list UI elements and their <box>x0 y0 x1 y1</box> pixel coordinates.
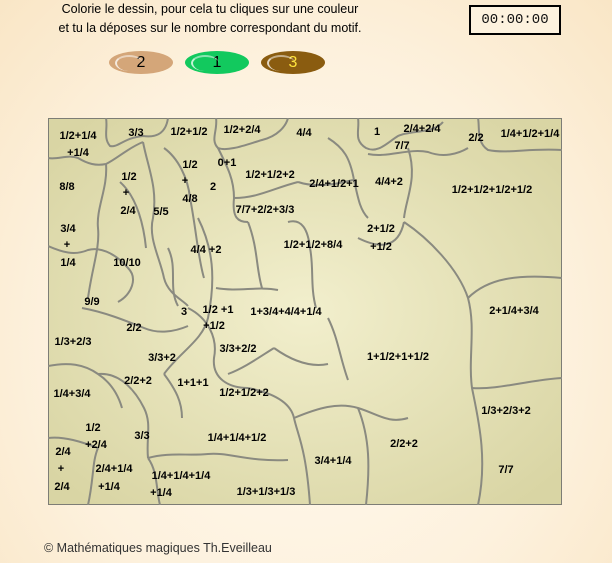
region-label: 4/4 +2 <box>190 244 222 256</box>
region-label: 2/2+2 <box>390 438 418 450</box>
region-label: 1/4+1/4+1/4 <box>151 470 211 482</box>
region-label: + <box>57 463 65 475</box>
region-label: 1/2+1/2+2 <box>245 169 295 181</box>
region-label: 7/7+2/2+3/3 <box>235 204 295 216</box>
region-label: +1/2 <box>370 241 392 253</box>
region-label: 1/3+1/3+1/3 <box>236 486 296 498</box>
region-label: 1/4+3/4 <box>53 388 91 400</box>
copyright-footer: © Mathématiques magiques Th.Eveilleau <box>44 541 272 555</box>
color-swatch-3[interactable] <box>261 51 325 74</box>
region-label: 1/2 <box>121 171 137 183</box>
region-label: 3/4 <box>60 223 76 235</box>
region-label: 1/2 +1 <box>202 304 234 316</box>
region-label: +1/4 <box>67 147 89 159</box>
region-label: 1/4+1/4+1/2 <box>207 432 267 444</box>
color-swatch-1[interactable] <box>185 51 249 74</box>
shine-highlight <box>115 55 143 71</box>
region-label: 3/3+2/2 <box>219 343 257 355</box>
region-label: 1/2 <box>85 422 101 434</box>
region-label: 8/8 <box>59 181 75 193</box>
instructions-line-2: et tu la déposes sur le nombre correspondant du motif. <box>58 21 362 35</box>
region-label: 1/2+1/2+1/2+1/2 <box>451 184 533 196</box>
timer-display: 00:00:00 <box>469 5 561 35</box>
region-label: 1/2 <box>182 159 198 171</box>
region-label: +1/4 <box>98 481 120 493</box>
region-label: 1 <box>373 126 381 138</box>
region-label: 2/2 <box>126 322 142 334</box>
region-label: + <box>181 175 189 187</box>
region-label: 2/4+1/4 <box>95 463 133 475</box>
region-label: 7/7 <box>498 464 514 476</box>
region-label: +1/2 <box>203 320 225 332</box>
region-label: + <box>122 187 130 199</box>
region-label: 4/4+2 <box>375 176 403 188</box>
region-label: 2/4 <box>54 481 70 493</box>
region-label: 1+3/4+4/4+1/4 <box>250 306 322 318</box>
region-label: 1/3+2/3+2 <box>481 405 531 417</box>
region-label: 2/4 <box>55 446 71 458</box>
region-label: 1/2+1/2+2 <box>219 387 269 399</box>
region-label: 7/7 <box>394 140 410 152</box>
region-label: 0+1 <box>217 157 237 169</box>
region-label: 2 <box>209 181 217 193</box>
region-label: 2+1/4+3/4 <box>489 305 539 317</box>
region-label: 1/2+2/4 <box>223 124 261 136</box>
region-label: 1/3+2/3 <box>54 336 92 348</box>
region-label: 2+1/2 <box>367 223 395 235</box>
coloring-puzzle[interactable] <box>48 118 562 505</box>
region-label: 1+1/2+1+1/2 <box>366 351 430 363</box>
region-label: 2/2+2 <box>124 375 152 387</box>
instructions-line-1: Colorie le dessin, pour cela tu cliques sur une couleur <box>61 2 359 16</box>
region-label: 2/2 <box>468 132 484 144</box>
region-label: 3/3 <box>128 127 144 139</box>
region-label: 1/2+1/4 <box>59 130 97 142</box>
swatch-label: 1 <box>212 53 222 71</box>
color-swatch-2[interactable] <box>109 51 173 74</box>
region-label: +2/4 <box>85 439 107 451</box>
region-label: 9/9 <box>84 296 100 308</box>
region-label: 2/4+2/4 <box>403 123 441 135</box>
region-label: 1+1+1 <box>177 377 209 389</box>
swatch-label: 2 <box>136 53 146 71</box>
region-label: 3/4+1/4 <box>314 455 352 467</box>
region-label: 2/4 <box>120 205 136 217</box>
region-label: 1/2+1/2 <box>170 126 208 138</box>
region-label: 1/4 <box>60 257 76 269</box>
region-label: 3/3+2 <box>148 352 176 364</box>
region-label: 2/4+1/2+1 <box>309 178 359 190</box>
region-label: + <box>63 239 71 251</box>
region-label: 1/4+1/2+1/4 <box>500 128 560 140</box>
shine-highlight <box>191 55 219 71</box>
region-label: 10/10 <box>113 257 141 269</box>
region-label: 3/3 <box>134 430 150 442</box>
region-label: 1/2+1/2+8/4 <box>283 239 343 251</box>
region-label: 3 <box>180 306 188 318</box>
region-label: 5/5 <box>153 206 169 218</box>
shine-highlight <box>267 55 295 71</box>
region-label: +1/4 <box>150 487 172 499</box>
region-label: 4/8 <box>182 193 198 205</box>
instructions <box>30 0 390 38</box>
swatch-label: 3 <box>288 53 298 71</box>
region-label: 4/4 <box>296 127 312 139</box>
